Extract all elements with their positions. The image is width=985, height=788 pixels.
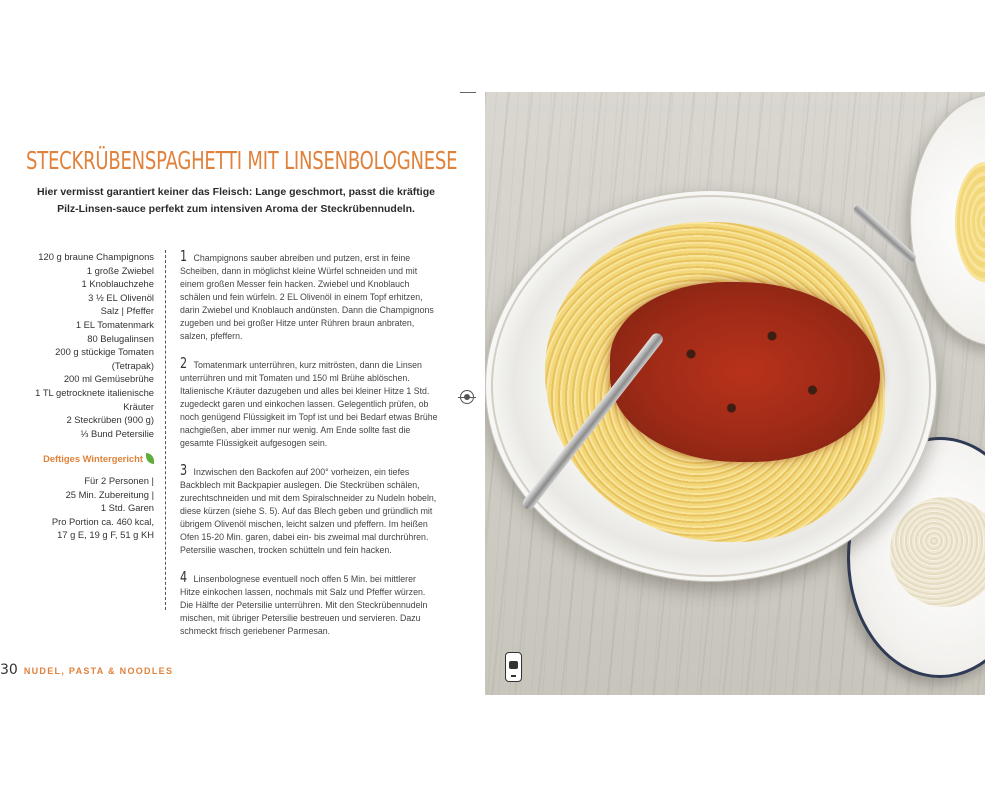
crop-mark: [460, 92, 476, 93]
step-4: [180, 568, 438, 638]
step-number: 1: [180, 247, 188, 265]
ingredient-item: 2 Steckrüben (900 g): [66, 414, 154, 426]
step-number: 2: [180, 354, 188, 372]
step-number: 4: [180, 568, 188, 586]
ingredient-item: Salz | Pfeffer: [100, 305, 154, 317]
ingredient-item: 1 große Zwiebel: [86, 264, 154, 276]
ingredient-item: 3 ½ EL Olivenöl: [88, 291, 154, 303]
ingredient-item: Kräuter: [123, 400, 154, 412]
ingredient-item: 1 TL getrocknete italienische: [35, 386, 154, 398]
recipe-photo: [485, 92, 985, 695]
ingredient-list: [20, 250, 154, 542]
ingredient-item: 1 EL Tomatenmark: [75, 318, 154, 330]
recipe-tag: [20, 452, 154, 466]
step-2: [180, 354, 438, 450]
ingredient-item: 80 Belugalinsen: [87, 332, 154, 344]
step-1: [180, 247, 438, 343]
ingredient-item: 200 g stückige Tomaten: [55, 346, 154, 358]
recipe-intro: Hier vermisst garantiert keiner das Fleisch: Lange geschmort, passt die kräftige Pilz-Linsen-sauce perfekt zum intensiven Aroma der Steckrübennudeln.: [37, 186, 435, 215]
phone-camera-icon: [505, 652, 522, 682]
section-name: NUDEL, PASTA & NOODLES: [23, 666, 174, 676]
meta-line: 1 Std. Garen: [100, 502, 154, 514]
step-text: Linsenbolognese eventuell noch offen 5 Min. bei mittlerer Hitze einkochen lassen, nochmals mit Salz und Pfeffer würzen. Die Hälfte der Petersilie unterrühren. Mit den Steckrübennudeln mischen, mit übriger Petersilie bestreuen und servieren. Dazu schmeckt frisch geriebener Parmesan.: [180, 574, 428, 636]
step-text: Tomatenmark unterrühren, kurz mitrösten, dann die Linsen unterrühren und mit Tomaten und 150 ml Brühe ablöschen. Italienische Kräuter dazugeben und alles bei kleiner Hitze 1 Std. zugedeckt garen und einkochen lassen. Gelegentlich prüfen, ob noch genügend Flüssigkeit im Topf ist und bei Bedarf etwas Brühe nachgießen, aber immer nur wenig. Am Ende sollte fast die gesamte Flüssigkeit aufgesogen sein.: [180, 360, 438, 448]
ingredient-item: 200 ml Gemüsebrühe: [63, 373, 154, 385]
column-divider: [165, 250, 166, 610]
leaf-icon: [146, 453, 154, 464]
registration-mark-icon: [460, 390, 474, 404]
step-text: Champignons sauber abreiben und putzen, erst in feine Scheiben, dann in möglichst kleine Würfel schneiden und mit einem großen Messer fein hacken. Zwiebel und Knoblauch schälen und fein würfeln. 2 EL Olivenöl in einem Topf erhitzen, darin Zwiebel und Knoblauch andünsten. Dann die Champignons zugeben und bei großer Hitze unter Rühren braun anbraten, salzen, pfeffern.: [180, 253, 434, 341]
preparation-steps: [180, 247, 438, 652]
page-footer: [0, 662, 173, 678]
ingredient-item: 120 g braune Champignons: [38, 251, 154, 262]
meta-line: Für 2 Personen |: [84, 474, 154, 486]
recipe-meta: [20, 474, 154, 542]
step-3: [180, 461, 438, 557]
step-text: Inzwischen den Backofen auf 200° vorheizen, ein tiefes Backblech mit Backpapier auslegen. Die Steckrüben schälen, zurechtschneiden und mit dem Spiralschneider zu Nudeln hobeln, diese kürzen (siehe S. 5). Auf das Blech geben und gründlich mit übrigem Olivenöl mischen, leicht salzen und pfeffern. Im heißen Ofen 15-20 Min. garen, dabei ein- bis zweimal mal durchrühren. Petersilie waschen, trocken schütteln und fein hacken.: [180, 467, 437, 555]
step-number: 3: [180, 461, 188, 479]
ingredient-item: ⅓ Bund Petersilie: [80, 427, 154, 439]
recipe-title: STECKRÜBENSPAGHETTI MIT LINSENBOLOGNESE: [26, 146, 458, 175]
meta-line: Pro Portion ca. 460 kcal,: [51, 515, 154, 527]
meta-line: 17 g E, 19 g F, 51 g KH: [57, 529, 154, 541]
page-number: 30: [0, 662, 18, 678]
ingredient-item: (Tetrapak): [111, 359, 154, 371]
ingredient-item: 1 Knoblauchzehe: [81, 278, 154, 290]
recipe-tag-label: Deftiges Wintergericht: [43, 453, 143, 465]
meta-line: 25 Min. Zubereitung |: [65, 488, 154, 500]
